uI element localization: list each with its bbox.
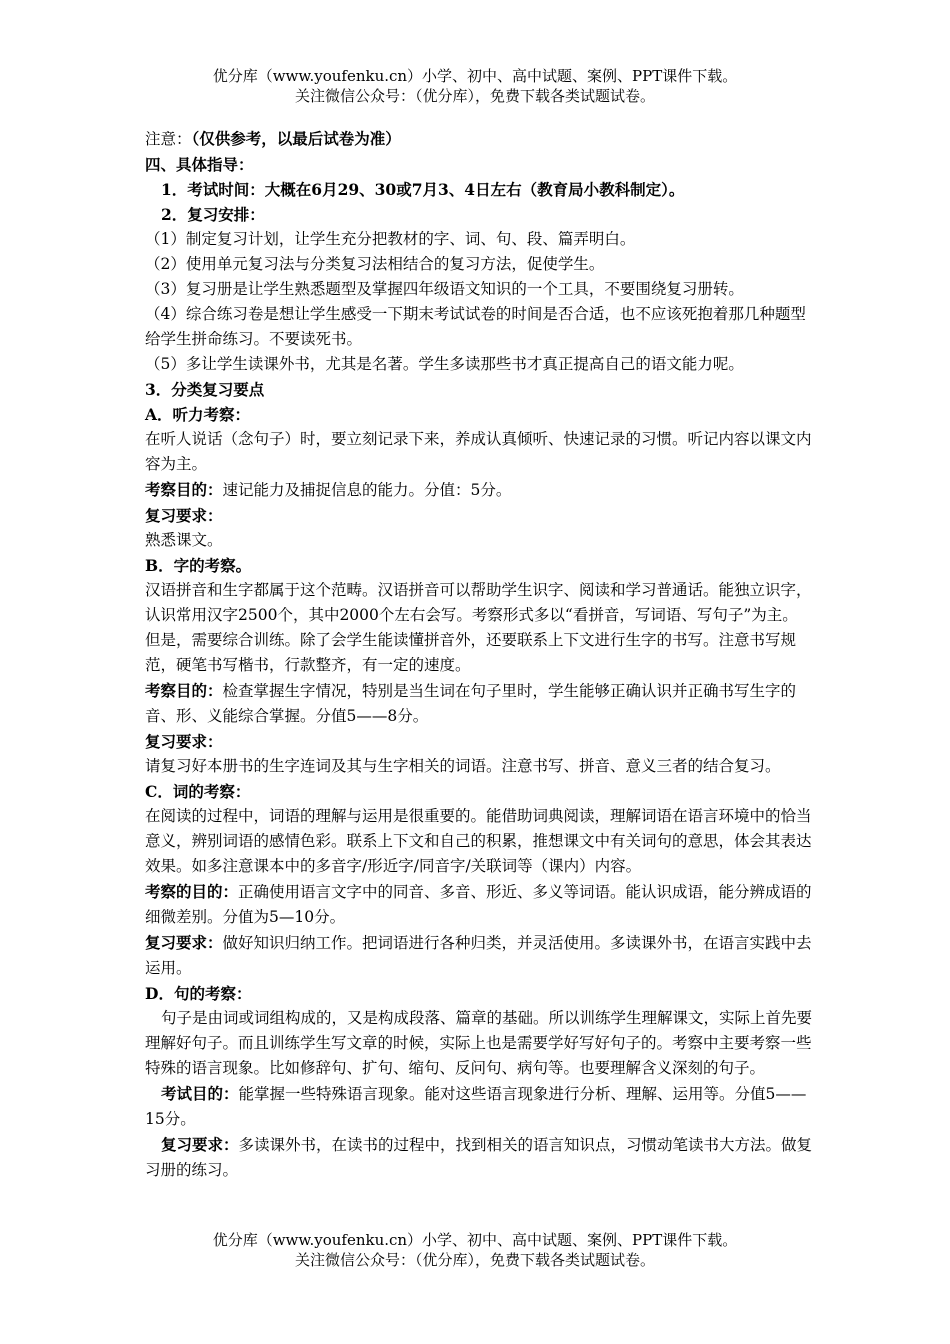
section-a-desc: 在听人说话（念句子）时，要立刻记录下来，养成认真倾听、快速记录的习惯。听记内容以课文内容为主。: [145, 430, 812, 473]
note-line: [145, 126, 813, 152]
purpose-label: 考试目的：: [161, 1084, 239, 1103]
purpose-label: 考察的目的：: [145, 882, 239, 901]
page-footer: [0, 1230, 950, 1270]
section-d-req: [145, 1132, 813, 1183]
header-line-1: 优分库（www.youfenku.cn）小学、初中、高中试题、案例、PPT课件下载。: [212, 67, 738, 85]
purpose-label: 考察目的：: [145, 681, 223, 700]
plan-item: （3）复习册是让学生熟悉题型及掌握四年级语文知识的一个工具，不要围绕复习册转。: [145, 280, 744, 298]
note-label: 注意：: [145, 130, 192, 148]
purpose-label: 考察目的：: [145, 480, 223, 499]
req-label: 复习要求：: [161, 1135, 239, 1154]
section-b-title: B．字的考察。: [145, 556, 252, 575]
section-4-heading: 四、具体指导：: [145, 155, 254, 174]
category-heading: 3．分类复习要点: [145, 380, 265, 399]
section-c-req: [145, 930, 813, 981]
plan-item: （1）制定复习计划，让学生充分把教材的字、词、句、段、篇弄明白。: [145, 230, 636, 248]
section-b-req-label: 复习要求：: [145, 732, 223, 751]
note-text: （仅供参考，以最后试卷为准）: [191, 129, 401, 148]
section-d-title: D．句的考察：: [145, 984, 252, 1003]
req-label: 复习要求：: [145, 933, 223, 952]
document-body: [145, 126, 813, 1183]
req-text: 做好知识归纳工作。把词语进行各种归类，并灵活使用。多读课外书，在语言实践中去运用。: [145, 934, 812, 977]
plan-item: （2）使用单元复习法与分类复习法相结合的复习方法，促使学生。: [145, 255, 605, 273]
section-b-desc: 汉语拼音和生字都属于这个范畴。汉语拼音可以帮助学生识字、阅读和学习普通话。能独立识字，认识常用汉字2500个，其中2000个左右会写。考察形式多以“看拼音，写词语、写句子”为主。但是，需要综合训练。除了会学生能读懂拼音外，还要联系上下文进行生字的书写。注意书写规范，硬笔书写楷书，行款整齐，有一定的速度。: [145, 581, 812, 674]
header-line-2: 关注微信公众号：（优分库），免费下载各类试题试卷。: [294, 87, 655, 105]
plan-item: （4）综合练习卷是想让学生感受一下期末考试试卷的时间是否合适，也不应该死抱着那几种题型给学生拼命练习。不要读死书。: [145, 305, 806, 348]
footer-line-2: 关注微信公众号：（优分库），免费下载各类试题试卷。: [294, 1251, 655, 1269]
plan-item: （5）多让学生读课外书，尤其是名著。学生多读那些书才真正提高自己的语文能力呢。: [145, 355, 744, 373]
section-a-purpose: [145, 477, 813, 503]
section-a-req-text: 熟悉课文。: [145, 531, 223, 549]
section-d-purpose: [145, 1081, 813, 1132]
section-c-title: C．词的考察：: [145, 782, 251, 801]
section-b-purpose: [145, 678, 813, 729]
footer-line-1: 优分库（www.youfenku.cn）小学、初中、高中试题、案例、PPT课件下载。: [212, 1231, 738, 1249]
req-text: 多读课外书，在读书的过程中，找到相关的语言知识点，习惯动笔读书大方法。做复习册的练习。: [145, 1136, 813, 1179]
purpose-text: 速记能力及捕捉信息的能力。分值：5分。: [222, 481, 512, 499]
section-a-title: A．听力考察：: [145, 405, 251, 424]
section-b-req-text: 请复习好本册书的生字连词及其与生字相关的词语。注意书写、拼音、意义三者的结合复习。: [145, 757, 781, 775]
purpose-text: 正确使用语言文字中的同音、多音、形近、多义等词语。能认识成语，能分辨成语的细微差别。分值为5—10分。: [145, 883, 812, 926]
section-a-req-label: 复习要求：: [145, 506, 223, 525]
review-plan-heading: 2．复习安排：: [161, 205, 265, 224]
section-c-desc: 在阅读的过程中，词语的理解与运用是很重要的。能借助词典阅读，理解词语在语言环境中的恰当意义，辨别词语的感情色彩。联系上下文和自己的积累，推想课文中有关词句的意思，体会其表达效果。如多注意课本中的多音字/形近字/同音字/关联词等（课内）内容。: [145, 807, 812, 875]
exam-time: 1．考试时间：大概在6月29、30或7月3、4日左右（教育局小教科制定）。: [161, 180, 685, 199]
section-c-purpose: [145, 879, 813, 930]
purpose-text: 能掌握一些特殊语言现象。能对这些语言现象进行分析、理解、运用等。分值5——15分。: [145, 1085, 807, 1128]
purpose-text: 检查掌握生字情况，特别是当生词在句子里时，学生能够正确认识并正确书写生字的音、形、义能综合掌握。分值5——8分。: [145, 682, 797, 725]
section-d-desc: 句子是由词或词组构成的，又是构成段落、篇章的基础。所以训练学生理解课文，实际上首先要理解好句子。而且训练学生写文章的时候，实际上也是需要学好写好句子的。考察中主要考察一些特殊的语言现象。比如修辞句、扩句、缩句、反问句、病句等。也要理解含义深刻的句子。: [145, 1009, 813, 1077]
page-header: [0, 66, 950, 106]
